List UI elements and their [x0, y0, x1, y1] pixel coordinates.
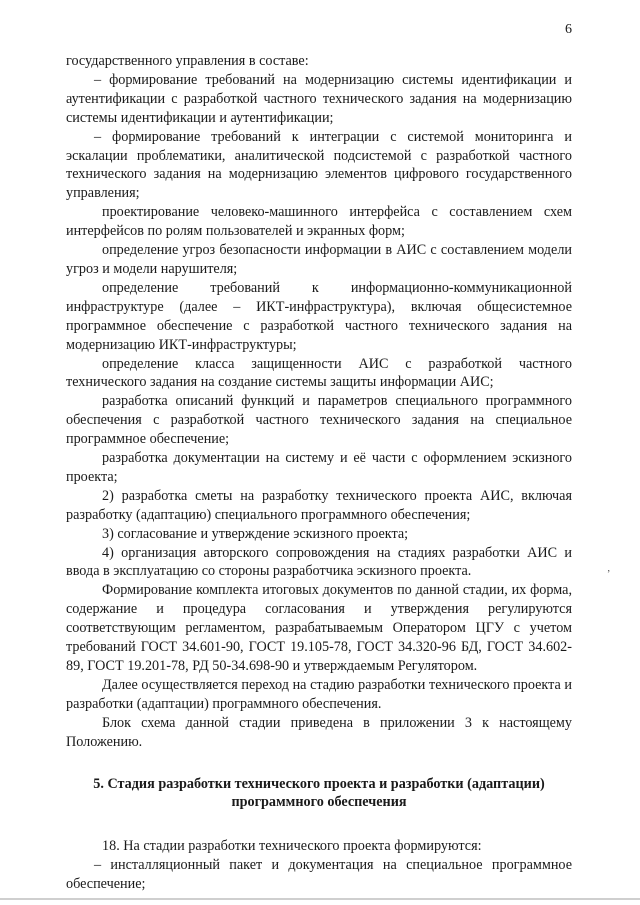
- paragraph: Блок схема данной стадии приведена в приложении 3 к настоящему Положению.: [66, 714, 572, 750]
- paragraph: – инсталляционный пакет и документация на специальное программное обеспечение;: [66, 857, 572, 893]
- paragraph: государственного управления в составе:: [66, 53, 309, 69]
- section-heading-line: 5. Стадия разработки технического проекта и разработки (адаптации): [93, 775, 545, 792]
- paragraph: проектирование человеко-машинного интерфейса с составлением схем интерфейсов по ролям пользователей и экранных форм;: [66, 204, 572, 240]
- section-heading: [66, 775, 572, 813]
- page-edge-line: [0, 898, 640, 900]
- paragraph: Формирование комплекта итоговых документов по данной стадии, их форма, содержание и процедура согласования и утверждения регулируются соответствующим регламентом, разрабатываемым Оператором ЦГУ с учетом требований ГОСТ 34.601-90, ГОСТ 19.105-78, ГОСТ 34.320-96 БД, ГОСТ 34.602-89, ГОСТ 19.201-78, РД 50-34.698-90 и утверждаемым Регулятором.: [66, 582, 572, 674]
- paragraph: определение угроз безопасности информации в АИС с составлением модели угроз и модели нарушителя;: [66, 242, 572, 277]
- paragraph: – формирование требований на модернизацию системы идентификации и аутентификации с разработкой частного технического задания на модернизацию системы идентификации и аутентификации;: [66, 71, 572, 126]
- scan-mark: ’: [607, 569, 611, 580]
- page-number: 6: [565, 22, 572, 37]
- paragraph: 2) разработка сметы на разработку технического проекта АИС, включая разработку (адаптацию) специального программного обеспечения;: [66, 487, 572, 523]
- paragraph: Далее осуществляется переход на стадию разработки технического проекта и разработки (адаптации) программного обеспечения.: [66, 676, 572, 712]
- paragraph: определение требований к информационно-коммуникационной инфраструктуре (далее – ИКТ-инфраструктура), включая общесистемное программное обеспечение с разработкой частного технического задания на модернизацию ИКТ-инфраструктуры;: [66, 279, 572, 353]
- paragraph: 3) согласование и утверждение эскизного проекта;: [102, 525, 409, 542]
- paragraph: определение класса защищенности АИС с разработкой частного технического задания на создание системы защиты информации АИС;: [66, 355, 572, 391]
- paragraph: 18. На стадии разработки технического проекта формируются:: [102, 838, 482, 855]
- section-heading-line: программного обеспечения: [231, 794, 407, 811]
- document-body: [66, 52, 572, 894]
- paragraph: разработка документации на систему и её части с оформлением эскизного проекта;: [66, 450, 572, 485]
- paragraph: разработка описаний функций и параметров специального программного обеспечения с разработкой частного технического задания на специальное программное обеспечение;: [66, 393, 572, 448]
- paragraph: – формирование требований к интеграции с системой мониторинга и эскалации проблематики, аналитической подсистемой с разработкой частного технического задания на модернизацию элементов цифрового государственного управления;: [66, 128, 572, 202]
- paragraph: 4) организация авторского сопровождения на стадиях разработки АИС и ввода в эксплуатацию со стороны разработчика эскизного проекта.: [66, 544, 572, 580]
